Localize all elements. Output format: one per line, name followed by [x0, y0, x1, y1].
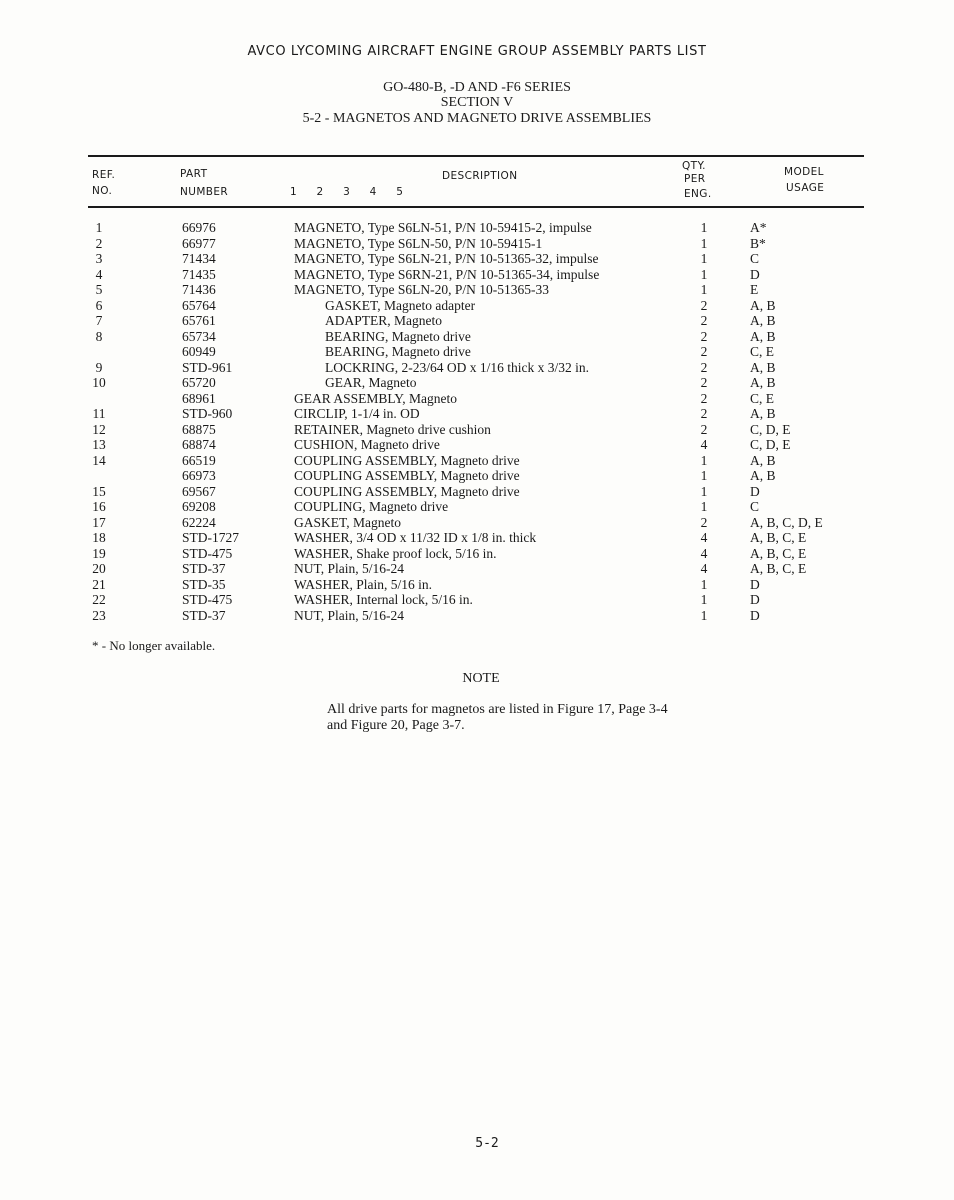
qty-per-engine: 2	[700, 313, 708, 328]
qty-per-engine: 1	[700, 235, 708, 251]
subsection-title: 5-2 - MAGNETOS AND MAGNETO DRIVE ASSEMBLIES	[302, 111, 652, 126]
model-usage: A, B	[750, 313, 776, 328]
col-part-label-2: NUMBER	[180, 186, 229, 198]
qty-per-engine: 1	[700, 282, 708, 297]
table-row	[0, 546, 954, 562]
col-part-label-1: PART	[180, 168, 208, 180]
qty-per-engine: 2	[700, 514, 708, 530]
part-number: 68875	[182, 421, 216, 437]
part-number: 69567	[182, 483, 216, 499]
model-usage: A, B	[750, 452, 776, 468]
table-row	[0, 251, 954, 267]
description: CUSHION, Magneto drive	[294, 437, 440, 452]
part-number: STD-37	[182, 561, 226, 576]
table-row	[0, 236, 954, 252]
description: MAGNETO, Type S6LN-50, P/N 10-59415-1	[294, 235, 543, 251]
qty-per-engine: 1	[700, 483, 708, 499]
col-ref-label-2: NO.	[92, 185, 113, 197]
ref-no: 12	[92, 421, 106, 437]
model-usage: A, B, C, E	[750, 530, 807, 545]
qty-per-engine: 1	[700, 468, 708, 483]
ref-no: 22	[92, 592, 106, 607]
table-row	[0, 406, 954, 422]
model-usage: E	[750, 282, 759, 297]
description: WASHER, Shake proof lock, 5/16 in.	[294, 545, 497, 561]
model-usage: A, B	[750, 375, 776, 390]
ref-no: 19	[92, 545, 106, 561]
section-title: SECTION V	[440, 95, 514, 110]
ref-no: 10	[92, 375, 106, 390]
qty-per-engine: 4	[700, 545, 708, 561]
part-number: 66977	[182, 235, 216, 251]
description: BEARING, Magneto drive	[325, 328, 471, 344]
ref-no: 20	[92, 561, 106, 576]
ref-no: 11	[92, 406, 106, 421]
col-ref-label-1: REF.	[92, 169, 116, 181]
description: MAGNETO, Type S6LN-20, P/N 10-51365-33	[294, 282, 550, 297]
model-usage: C, E	[750, 390, 775, 406]
table-row	[0, 484, 954, 500]
table-row	[0, 344, 954, 360]
document-header: AVCO LYCOMING AIRCRAFT ENGINE GROUP ASSEMBLY PARTS LIST	[247, 44, 707, 59]
col-qty-label-2: PER	[684, 173, 706, 185]
table-row	[0, 422, 954, 438]
description: WASHER, Internal lock, 5/16 in.	[294, 592, 473, 607]
part-number: 62224	[182, 514, 216, 530]
model-usage: A*	[750, 220, 767, 235]
description: NUT, Plain, 5/16-24	[294, 607, 404, 623]
description: NUT, Plain, 5/16-24	[294, 561, 404, 576]
model-usage: C, D, E	[750, 421, 791, 437]
description: GASKET, Magneto	[294, 514, 401, 530]
page-number: 5-2	[475, 1136, 499, 1151]
part-number: 66976	[182, 220, 216, 235]
description: MAGNETO, Type S6RN-21, P/N 10-51365-34, impulse	[294, 266, 600, 282]
qty-per-engine: 2	[700, 344, 708, 359]
model-usage: A, B, C, E	[750, 545, 807, 561]
ref-no: 16	[92, 499, 106, 514]
description: RETAINER, Magneto drive cushion	[294, 421, 491, 437]
col-qty-label-1: QTY.	[682, 160, 706, 172]
ref-no: 21	[92, 576, 106, 592]
table-row	[0, 329, 954, 345]
table-row	[0, 298, 954, 314]
ref-no: 23	[92, 607, 106, 623]
description: COUPLING ASSEMBLY, Magneto drive	[294, 468, 520, 483]
model-usage: D	[750, 607, 760, 623]
part-number: 66519	[182, 452, 216, 468]
col-description-label: DESCRIPTION	[442, 170, 518, 182]
description: GEAR ASSEMBLY, Magneto	[294, 390, 458, 406]
qty-per-engine: 4	[700, 561, 708, 576]
description: COUPLING, Magneto drive	[294, 499, 449, 514]
description: ADAPTER, Magneto	[325, 313, 442, 328]
model-usage: B*	[750, 235, 766, 251]
qty-per-engine: 2	[700, 297, 708, 313]
note-title: NOTE	[462, 671, 500, 686]
qty-per-engine: 2	[700, 390, 708, 406]
table-row	[0, 577, 954, 593]
table-row	[0, 360, 954, 376]
qty-per-engine: 1	[700, 592, 708, 607]
part-number: 66973	[182, 468, 216, 483]
table-row	[0, 391, 954, 407]
qty-per-engine: 2	[700, 328, 708, 344]
ref-no: 17	[92, 514, 106, 530]
series-title: GO-480-B, -D AND -F6 SERIES	[383, 80, 571, 95]
table-row	[0, 499, 954, 515]
table-row	[0, 220, 954, 236]
model-usage: A, B	[750, 406, 776, 421]
qty-per-engine: 1	[700, 452, 708, 468]
description: GASKET, Magneto adapter	[325, 297, 476, 313]
table-row	[0, 515, 954, 531]
ref-no: 2	[95, 235, 103, 251]
note-body: All drive parts for magnetos are listed in Figure 17, Page 3-4 and Figure 20, Page 3-7.	[327, 702, 668, 733]
part-number: 65734	[182, 328, 216, 344]
ref-no: 9	[95, 359, 103, 375]
ref-no: 1	[95, 220, 103, 235]
part-number: 71436	[182, 282, 216, 297]
part-number: STD-475	[182, 592, 233, 607]
qty-per-engine: 2	[700, 375, 708, 390]
description: COUPLING ASSEMBLY, Magneto drive	[294, 483, 520, 499]
model-usage: A, B, C, D, E	[750, 514, 823, 530]
model-usage: A, B	[750, 297, 776, 313]
description: COUPLING ASSEMBLY, Magneto drive	[294, 452, 520, 468]
part-number: 71435	[182, 266, 216, 282]
description: CIRCLIP, 1-1/4 in. OD	[294, 406, 420, 421]
description: MAGNETO, Type S6LN-21, P/N 10-51365-32, impulse	[294, 251, 599, 266]
table-row	[0, 437, 954, 453]
qty-per-engine: 2	[700, 359, 708, 375]
model-usage: A, B	[750, 359, 776, 375]
qty-per-engine: 1	[700, 499, 708, 514]
qty-per-engine: 1	[700, 576, 708, 592]
qty-per-engine: 1	[700, 220, 708, 235]
model-usage: A, B, C, E	[750, 561, 807, 576]
table-row	[0, 468, 954, 484]
ref-no: 7	[95, 313, 103, 328]
description: MAGNETO, Type S6LN-51, P/N 10-59415-2, impulse	[294, 220, 592, 235]
qty-per-engine: 2	[700, 406, 708, 421]
qty-per-engine: 1	[700, 266, 708, 282]
model-usage: A, B	[750, 328, 776, 344]
part-number: 71434	[182, 251, 216, 266]
description: WASHER, 3/4 OD x 11/32 ID x 1/8 in. thick	[294, 530, 537, 545]
ref-no: 15	[92, 483, 106, 499]
table-row	[0, 375, 954, 391]
model-usage: C	[750, 499, 760, 514]
col-model-label-2: USAGE	[786, 182, 825, 194]
table-row	[0, 608, 954, 624]
table-row	[0, 453, 954, 469]
description: LOCKRING, 2-23/64 OD x 1/16 thick x 3/32 in.	[325, 359, 589, 375]
part-number: STD-961	[182, 359, 233, 375]
part-number: 65720	[182, 375, 216, 390]
part-number: 68874	[182, 437, 216, 452]
part-number: 65764	[182, 297, 216, 313]
description: BEARING, Magneto drive	[325, 344, 471, 359]
ref-no: 13	[92, 437, 106, 452]
table-top-rule	[88, 155, 864, 157]
description: GEAR, Magneto	[325, 375, 417, 390]
part-number: 60949	[182, 344, 216, 359]
qty-per-engine: 1	[700, 607, 708, 623]
qty-per-engine: 2	[700, 421, 708, 437]
model-usage: D	[750, 576, 760, 592]
qty-per-engine: 4	[700, 530, 708, 545]
part-number: STD-35	[182, 576, 226, 592]
ref-no: 8	[95, 328, 103, 344]
table-row	[0, 282, 954, 298]
part-number: 68961	[182, 390, 216, 406]
table-row	[0, 561, 954, 577]
part-number: 65761	[182, 313, 216, 328]
ref-no: 4	[95, 266, 103, 282]
ref-no: 14	[92, 452, 106, 468]
part-number: STD-475	[182, 545, 233, 561]
col-model-label-1: MODEL	[784, 166, 824, 178]
table-row	[0, 267, 954, 283]
part-number: 69208	[182, 499, 216, 514]
model-usage: D	[750, 266, 760, 282]
ref-no: 6	[95, 297, 103, 313]
description: WASHER, Plain, 5/16 in.	[294, 576, 433, 592]
model-usage: C, D, E	[750, 437, 791, 452]
part-number: STD-1727	[182, 530, 239, 545]
table-row	[0, 313, 954, 329]
model-usage: D	[750, 592, 760, 607]
table-row	[0, 592, 954, 608]
qty-per-engine: 4	[700, 437, 708, 452]
ref-no: 5	[95, 282, 103, 297]
col-indent-levels: 1 2 3 4 5	[290, 186, 404, 198]
ref-no: 3	[95, 251, 103, 266]
ref-no: 18	[92, 530, 106, 545]
table-row	[0, 530, 954, 546]
footnote: * - No longer available.	[92, 638, 216, 653]
model-usage: C	[750, 251, 760, 266]
part-number: STD-960	[182, 406, 233, 421]
part-number: STD-37	[182, 607, 226, 623]
model-usage: A, B	[750, 468, 776, 483]
model-usage: C, E	[750, 344, 775, 359]
col-qty-label-3: ENG.	[684, 188, 712, 200]
model-usage: D	[750, 483, 760, 499]
table-header-rule	[88, 206, 864, 208]
qty-per-engine: 1	[700, 251, 708, 266]
